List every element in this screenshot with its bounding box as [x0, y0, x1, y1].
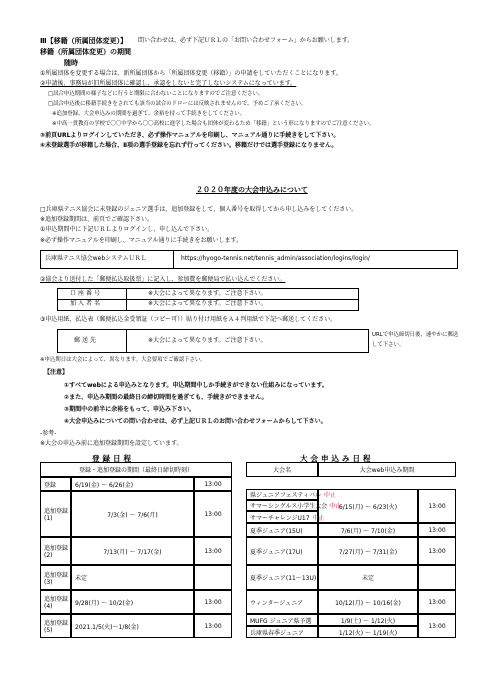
closing-note: ※申込期日は大会によって、異なります。大会要項でご確認下さい。 — [40, 357, 206, 363]
tour-row-time — [418, 565, 456, 590]
tour-row-name: 兵庫県春季ジュニア — [246, 626, 318, 638]
note-period: ※追加登録期間は、前頁でご確認下さい。 — [40, 216, 154, 223]
account-box — [57, 288, 359, 311]
tour-row-period: 1/9(土) ～ 1/12(火) — [318, 614, 418, 626]
manual-note: ※必ず操作マニュアルを印刷し、マニュアル通りに手続きをお願いします。 — [40, 237, 243, 244]
reg-row-period: 7/3(金) ～ 7/6(月) — [71, 491, 194, 537]
reg-row-label: 登録 — [40, 477, 71, 491]
account-holder-value: ※大会によって異なります。ご注意下さい。 — [148, 300, 267, 307]
side-note-1: URLで申込締切日後、速やかに郵送 — [372, 332, 459, 338]
side-note-2: して下さい。 — [372, 342, 405, 348]
tour-row-name — [246, 489, 336, 500]
migration-period-value: 随時 — [64, 59, 78, 67]
section3-item-7: ③前頁URLよりログインしていただき、必ず操作マニュアルを印刷し、マニュアル通りに手続きをして下さい。 — [40, 132, 340, 139]
tour-row-period: 1/12(火) ～ 1/19(火) — [318, 626, 418, 638]
reg-row-period: 6/19(金) ～ 6/26(金) — [71, 477, 194, 491]
reg-row-period: 9/28(月) ～ 10/2(金) — [71, 590, 194, 614]
migration-period-label: 移籍（所属団体変更）の期間 — [40, 48, 131, 56]
reg-row-period: 7/13(月) ～ 7/17(金) — [71, 537, 194, 565]
reg-row-label: 追加登録(3) — [40, 565, 71, 590]
reg-row-time: 13:00 — [194, 590, 232, 614]
account-holder-label: 加入者名 — [70, 300, 103, 307]
step3-text: ③申込用紙、払込表（郵便払込金受領証（コピー可））貼り付け用紙をＡ４判用紙で下記へ郵送してください。 — [40, 316, 337, 323]
tour-row-period: 6/15(月) ～ 6/23(火) — [318, 489, 418, 523]
tour-row-period: 7/27(月) ～ 7/31(金) — [318, 537, 418, 565]
step1-text: ①申込期間中に下記ＵＲＬよりログインし、申し込んで下さい。 — [40, 226, 214, 233]
reference-label: -参考- — [40, 430, 57, 437]
url-box — [40, 250, 458, 269]
tour-name: サマーチャレンジU17 — [250, 514, 310, 522]
section3-item-4: □試合申込後に移籍手続きをされても該当の試合のドローには反映されませんので、予めご了承ください。 — [48, 101, 307, 107]
reg-row-time: 13:00 — [194, 477, 232, 491]
tour-row-name — [246, 500, 342, 511]
reg-row-label: 追加登録(4) — [40, 590, 71, 614]
cancel-label: 中止 — [329, 503, 342, 510]
tour-row-time: 13:00 — [418, 614, 456, 638]
account-number-label: 口座番号 — [70, 290, 103, 297]
tour-row-period: 未定 — [318, 565, 418, 590]
cancel-label: 中止 — [323, 492, 336, 499]
reg-row-label: 追加登録(1) — [40, 491, 71, 537]
section3-item-1: ①所属団体を変更する場合は、新所属団体から「所属団体変更（移籍）」の申請をしていただくことになります。 — [40, 70, 342, 77]
reg-row-time: 13:00 — [194, 491, 232, 537]
section3-item-8: ④未登録選手が移籍した場合、Ⅱ項の選手登録を忘れず行ってください。移籍だけでは選手登録になりません。 — [40, 142, 338, 149]
tour-row-time: 13:00 — [418, 489, 456, 523]
tour-row-time: 13:00 — [418, 590, 456, 614]
attention-item-3: ③期間中の前半に余裕をもって、申込み下さい。 — [64, 406, 195, 413]
tour-row-time: 13:00 — [418, 537, 456, 565]
tour-row-time: 13:00 — [418, 523, 456, 537]
reg-row-time: 13:00 — [194, 614, 232, 638]
section3-item-2: ②申請後、事務局が旧所属団体に確認し、承認をしないと完了しないシステムになっています。 — [40, 80, 297, 87]
tour-table-title: 大会申込み日程 — [300, 454, 374, 463]
destination-label: 郵送先 — [74, 337, 99, 344]
attention-item-2: ②また、申込み期間の最終日の締切時間を過ぎても、手続きができません。 — [64, 394, 268, 401]
attention-heading: 【注意】 — [44, 369, 69, 376]
url-label: 兵庫県テニス協会webシステムＵＲＬ — [45, 255, 147, 262]
tour-row-name: 夏季ジュニア(11～13U) — [246, 565, 318, 590]
tour-name: サマーシングルス小学生大会 — [250, 503, 328, 510]
section3-item-5: ※追加登録、大会申込みの期間を過ぎて、余裕を持って手続きをしてください。 — [52, 111, 246, 117]
destination-box — [57, 329, 369, 353]
tour-row-name: ウィンタージュニア — [246, 590, 318, 614]
reg-row-time: 13:00 — [194, 537, 232, 565]
reg-row-label: 追加登録(5) — [40, 614, 71, 638]
attention-item-1: ①すべてwebによる申込みとなります。申込期間中しか手続きができない仕組みになっています。 — [64, 382, 328, 389]
section-title: ２０２０年度の大会申込みについて — [196, 186, 308, 194]
tour-row-name: 夏季ジュニア(17U) — [246, 537, 318, 565]
url-link[interactable]: https://hyogo-tennis.net/tennis_admin/association/logins/login/ — [181, 255, 370, 262]
reg-row-time — [194, 565, 232, 590]
reference-note: ※大会の申込み前に追加登録期間を設定しています。 — [40, 440, 183, 447]
section3-inquiry: 問い合わせは、必ず下記ＵＲＬの「お問い合わせフォーム」からお願いします。 — [138, 37, 354, 44]
destination-value: ※大会によって異なります。ご注意下さい。 — [148, 337, 267, 344]
section3-heading: Ⅲ【移籍（所属団体変更）】 — [40, 37, 128, 45]
account-number-value: ※大会によって異なります。ご注意下さい。 — [148, 290, 267, 297]
section3-item-6: ※中高一貫教育の学校で〇〇中学から〇〇高校に進学した場合も団体が変わるため「移籍」という形になりますのでご注意ください。 — [52, 121, 375, 127]
intro-text: □兵庫県テニス協会に未登録のジュニア選手は、追加登録をして、個人番号を取得してから申し込みをしてください。 — [40, 206, 358, 213]
reg-row-period: 2021.1/5(火)～1/8(金) — [71, 614, 194, 638]
tour-row-name: MUFG ジュニア県予選 — [246, 614, 318, 626]
tour-row-period: 10/12(月) ～ 10/16(金) — [318, 590, 418, 614]
tour-header-name: 大会名 — [246, 462, 318, 477]
reg-table-title: 登録日程 — [92, 454, 134, 463]
reg-table-header: 登録・追加登録の期間（最終日締切時刻） — [40, 462, 232, 477]
reg-row-label: 追加登録(2) — [40, 537, 71, 565]
step2-text: ②協会より送付した「郵便払込取扱票」に記入し、参加費を郵便局で払い込んでください。 — [40, 276, 286, 283]
reg-row-period: 未定 — [71, 565, 194, 590]
cancel-label: 中止 — [312, 514, 325, 522]
tour-header-period: 大会web申込み期間 — [318, 462, 456, 477]
tour-row-name: 夏季ジュニア(15U) — [246, 523, 318, 537]
section3-item-3: □試合申込期間の様子などに行うと期限に合わないことになりますのでご注意ください。 — [48, 91, 264, 97]
tour-row-period: 7/6(月) ～ 7/10(金) — [318, 523, 418, 537]
attention-item-4: ④大会申込みについての問い合わせは、必ず上記ＵＲＬのお問い合わせフォームからして下さい。 — [64, 418, 327, 425]
tour-row-name — [246, 511, 325, 523]
tour-name: 県ジュニアフェスティバル — [250, 492, 321, 499]
